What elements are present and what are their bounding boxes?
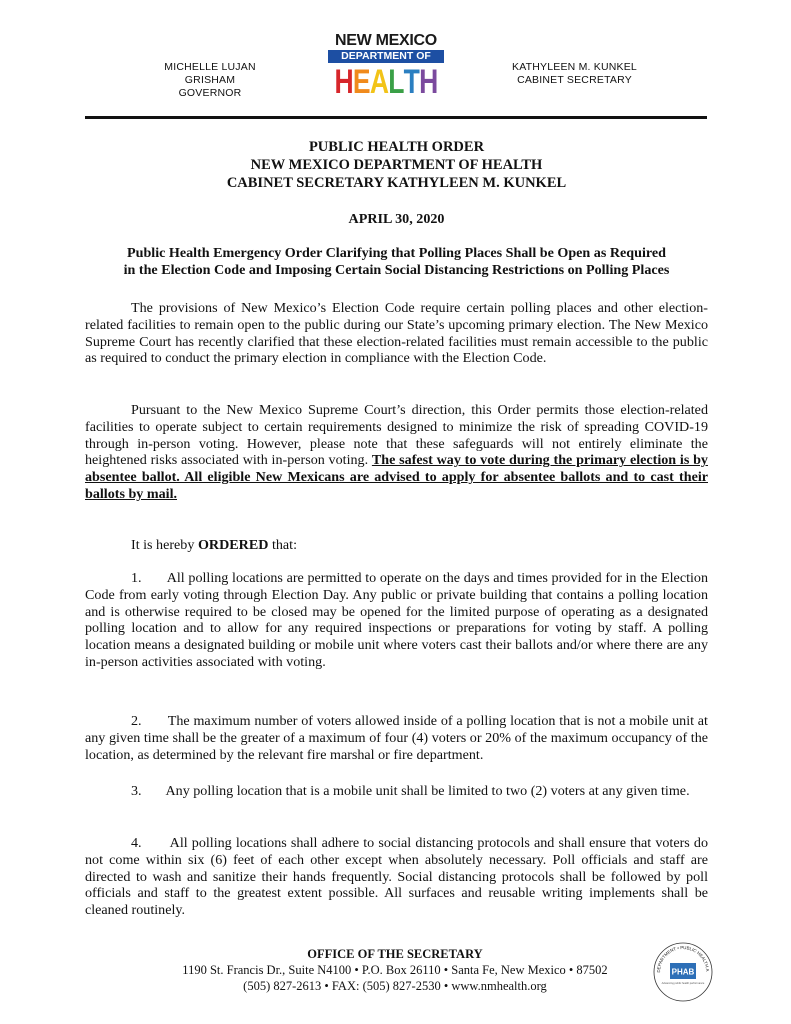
order-item-text: All polling locations are permitted to operate on the days and times provided for in the Election Code from early voting through Election Day. Any public or private building that contains a polling location and is otherwise required to be closed may be opened for the limited purpose of operating as a designated polling location and to allow for any required inspections or preparations for voting by staff. A polling location means a designated building or mobile unit where voters cast their ballots and/or where there are any in-person activities associated with voting.	[85, 570, 708, 670]
footer-office: OFFICE OF THE SECRETARY	[307, 947, 483, 961]
ordered-suffix: that:	[271, 537, 298, 553]
order-item-3	[85, 783, 708, 800]
seal-ring-text: DEPARTMENT • PUBLIC HEALTH A	[655, 944, 711, 973]
order-item-text: Any polling location that is a mobile unit shall be limited to two (2) voters at any given time.	[165, 783, 690, 799]
logo-letter: T	[403, 63, 420, 101]
order-subject-line2: in the Election Code and Imposing Certain Social Distancing Restrictions on Polling Places	[123, 262, 670, 278]
order-item-number: 4.	[131, 835, 142, 851]
paragraph-direction	[85, 402, 708, 503]
order-item-number: 1.	[131, 570, 142, 586]
order-date: APRIL 30, 2020	[348, 211, 445, 227]
header-rule	[85, 116, 707, 119]
order-item-text: All polling locations shall adhere to social distancing protocols and shall ensure that voters do not come within six (6) feet of each other except when absolutely necessary. Poll officials and staff are directed to wash and sanitize their hands frequently. Social distancing protocols shall be followed by poll officials and staff to the greatest extent possible. All surfaces and reusable writing implements shall be cleaned routinely.	[85, 835, 708, 919]
footer-contact: (505) 827-2613 • FAX: (505) 827-2530 • www.nmhealth.org	[243, 979, 547, 993]
footer-address: 1190 St. Francis Dr., Suite N4100 • P.O. Box 26110 • Santa Fe, New Mexico • 87502	[182, 963, 608, 977]
governor-title: GOVERNOR	[178, 87, 242, 99]
order-item-text: The maximum number of voters allowed inside of a polling location that is not a mobile unit at any given time shall be the greater of a maximum of four (4) voters or 20% of the maximum occupancy of the location, as determined by the relevant fire marshal or fire department.	[85, 713, 708, 763]
governor-name: MICHELLE LUJAN GRISHAM	[164, 61, 256, 86]
secretary-title: CABINET SECRETARY	[517, 74, 632, 86]
order-title-block	[85, 138, 708, 192]
logo-health-word	[334, 63, 438, 101]
ordered-keyword: ORDERED	[197, 537, 269, 553]
order-subject	[85, 245, 708, 279]
phab-accreditation-seal	[652, 941, 714, 1003]
order-item-number: 3.	[131, 783, 142, 799]
logo-letter: H	[419, 63, 438, 101]
ordered-line	[85, 537, 708, 554]
order-title-line3: CABINET SECRETARY KATHYLEEN M. KUNKEL	[226, 175, 567, 191]
order-item-1	[85, 570, 708, 671]
order-item-2	[85, 713, 708, 763]
logo-letter: L	[388, 63, 404, 101]
secretary-name: KATHYLEEN M. KUNKEL	[512, 61, 637, 73]
order-item-number: 2.	[131, 713, 142, 729]
nmdoh-logo	[326, 32, 446, 104]
paragraph-direction-text: Pursuant to the New Mexico Supreme Court’s direction, this Order permits those election-related facilities to operate subject to certain requirements designed to minimize the risk of spreading COVID-19 through in-person voting. However, please note that these safeguards will not entirely eliminate the heightened risks associated with in-person voting.	[85, 402, 708, 469]
secretary-block	[497, 61, 652, 87]
ordered-prefix: It is hereby	[131, 537, 195, 553]
order-title-line2: NEW MEXICO DEPARTMENT OF HEALTH	[250, 157, 543, 173]
order-item-4	[85, 835, 708, 919]
footer-block	[150, 946, 640, 994]
logo-letter: A	[369, 63, 389, 101]
governor-block	[140, 61, 280, 100]
absentee-ballot-advisory: The safest way to vote during the primary election is by absentee ballot. All eligible New Mexicans are advised to apply for absentee ballots and to cast their ballots by mail.	[85, 452, 708, 502]
logo-letter: E	[352, 63, 370, 101]
order-title-line1: PUBLIC HEALTH ORDER	[308, 139, 485, 155]
seal-center-text: PHAB	[671, 967, 695, 977]
order-subject-line1: Public Health Emergency Order Clarifying that Polling Places Shall be Open as Required	[127, 245, 666, 261]
logo-top-text: NEW MEXICO	[335, 32, 437, 49]
paragraph-intro: The provisions of New Mexico’s Election Code require certain polling places and other election-related facilities to remain open to the public during our State’s upcoming primary election. The New Mexico Supreme Court has recently clarified that these election-related facilities must remain accessible to the public as required to conduct the primary election in compliance with the Election Code.	[85, 300, 708, 367]
seal-tagline: Advancing public health performance	[661, 982, 705, 985]
logo-band-text: DEPARTMENT OF	[328, 50, 444, 63]
logo-letter: H	[334, 63, 353, 101]
